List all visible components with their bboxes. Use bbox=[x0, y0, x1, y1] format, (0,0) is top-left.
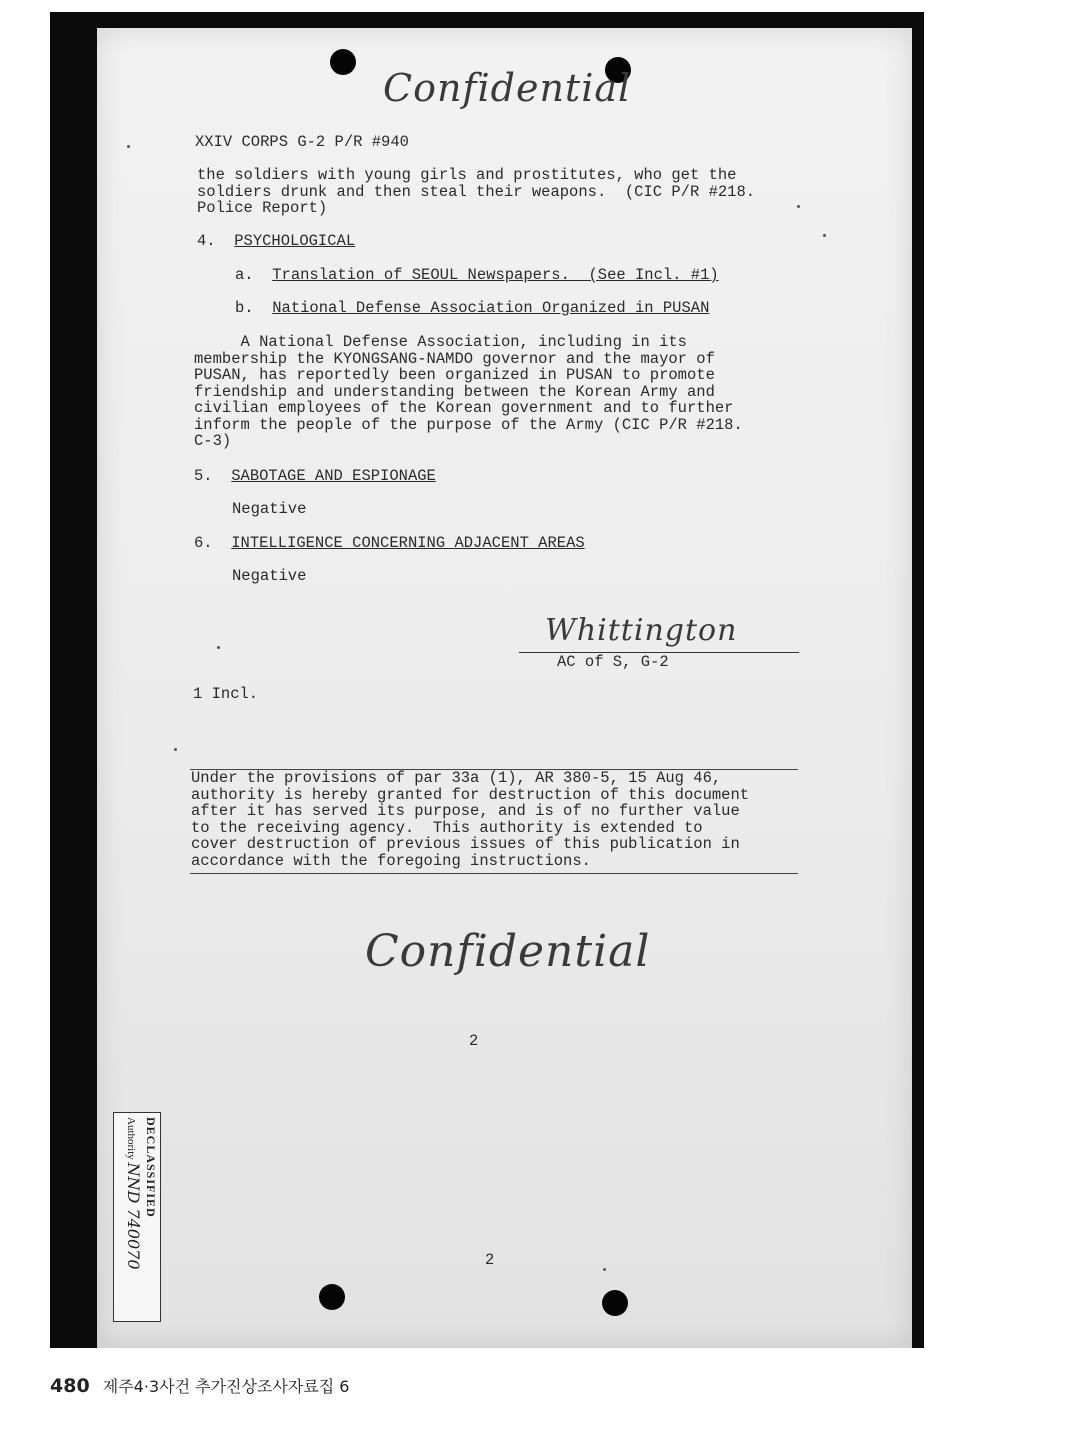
intro-paragraph: the soldiers with young girls and prostitutes, who get the soldiers drunk and then steal their weapons. (CIC P/R #218. Police Report) bbox=[197, 166, 756, 217]
section-5-body: Negative bbox=[232, 500, 307, 518]
page-number-lower: 2 bbox=[485, 1251, 495, 1269]
punch-hole bbox=[602, 1290, 628, 1316]
subsection-letter: b. bbox=[235, 299, 254, 317]
confidential-footer-stamp: Confidential bbox=[365, 926, 651, 977]
scan-speck bbox=[797, 205, 800, 208]
subsection-a bbox=[235, 267, 719, 284]
punch-hole bbox=[330, 49, 356, 75]
inclosures: 1 Incl. bbox=[193, 685, 259, 703]
declassified-label: DECLASSIFIED bbox=[144, 1117, 158, 1218]
declassified-stamp bbox=[113, 1112, 161, 1322]
book-page-number: 480 bbox=[50, 1375, 90, 1397]
destruction-notice: Under the provisions of par 33a (1), AR 380-5, 15 Aug 46, authority is hereby granted for destruction of this document after it has served its purpose, and is of no further value to the receiving agency. This authority is extended to cover destruction of previous issues of this publication in accordance with the foregoing instructions. bbox=[191, 769, 750, 870]
section-4-heading bbox=[197, 233, 355, 250]
authority-value: NND 740070 bbox=[124, 1162, 143, 1270]
notice-bottom-rule bbox=[190, 873, 798, 874]
section-5-heading bbox=[194, 468, 436, 485]
subsection-letter: a. bbox=[235, 266, 254, 284]
section-number: 4. bbox=[197, 232, 216, 250]
subsection-title: National Defense Association Organized in PUSAN bbox=[272, 299, 710, 317]
signature: Whittington bbox=[545, 613, 738, 648]
confidential-header-stamp: Confidential bbox=[383, 66, 632, 110]
report-id: XXIV CORPS G-2 P/R #940 bbox=[195, 133, 409, 151]
signature-title: AC of S, G-2 bbox=[557, 653, 669, 671]
punch-hole bbox=[319, 1284, 345, 1310]
book-footer bbox=[50, 1374, 350, 1397]
section-6-body: Negative bbox=[232, 567, 307, 585]
section-title: SABOTAGE AND ESPIONAGE bbox=[231, 467, 436, 485]
section-title: PSYCHOLOGICAL bbox=[234, 232, 356, 250]
scan-speck bbox=[127, 145, 130, 148]
section-number: 6. bbox=[194, 534, 213, 552]
authority-label: Authority bbox=[125, 1117, 137, 1160]
page-number-typed: 2 bbox=[469, 1032, 479, 1050]
section-number: 5. bbox=[194, 467, 213, 485]
scan-speck bbox=[823, 234, 826, 237]
scan-speck bbox=[174, 748, 177, 751]
section-title: INTELLIGENCE CONCERNING ADJACENT AREAS bbox=[231, 534, 585, 552]
subsection-b-body: A National Defense Association, including in its membership the KYONGSANG-NAMDO governor and the mayor of PUSAN, has reportedly been organized in PUSAN to promote friendship and understanding between the Korean Army and civilian employees of the Korean government and to further inform the people of the purpose of the Army (CIC P/R #218. C-3) bbox=[194, 333, 743, 450]
subsection-title: Translation of SEOUL Newspapers. (See Incl. #1) bbox=[272, 266, 719, 284]
section-6-heading bbox=[194, 535, 585, 552]
scan-speck bbox=[217, 646, 220, 649]
subsection-b bbox=[235, 300, 709, 317]
book-title: 제주4·3사건 추가진상조사자료집 6 bbox=[102, 1377, 350, 1396]
document-page bbox=[97, 28, 912, 1348]
scan-speck bbox=[603, 1268, 606, 1271]
